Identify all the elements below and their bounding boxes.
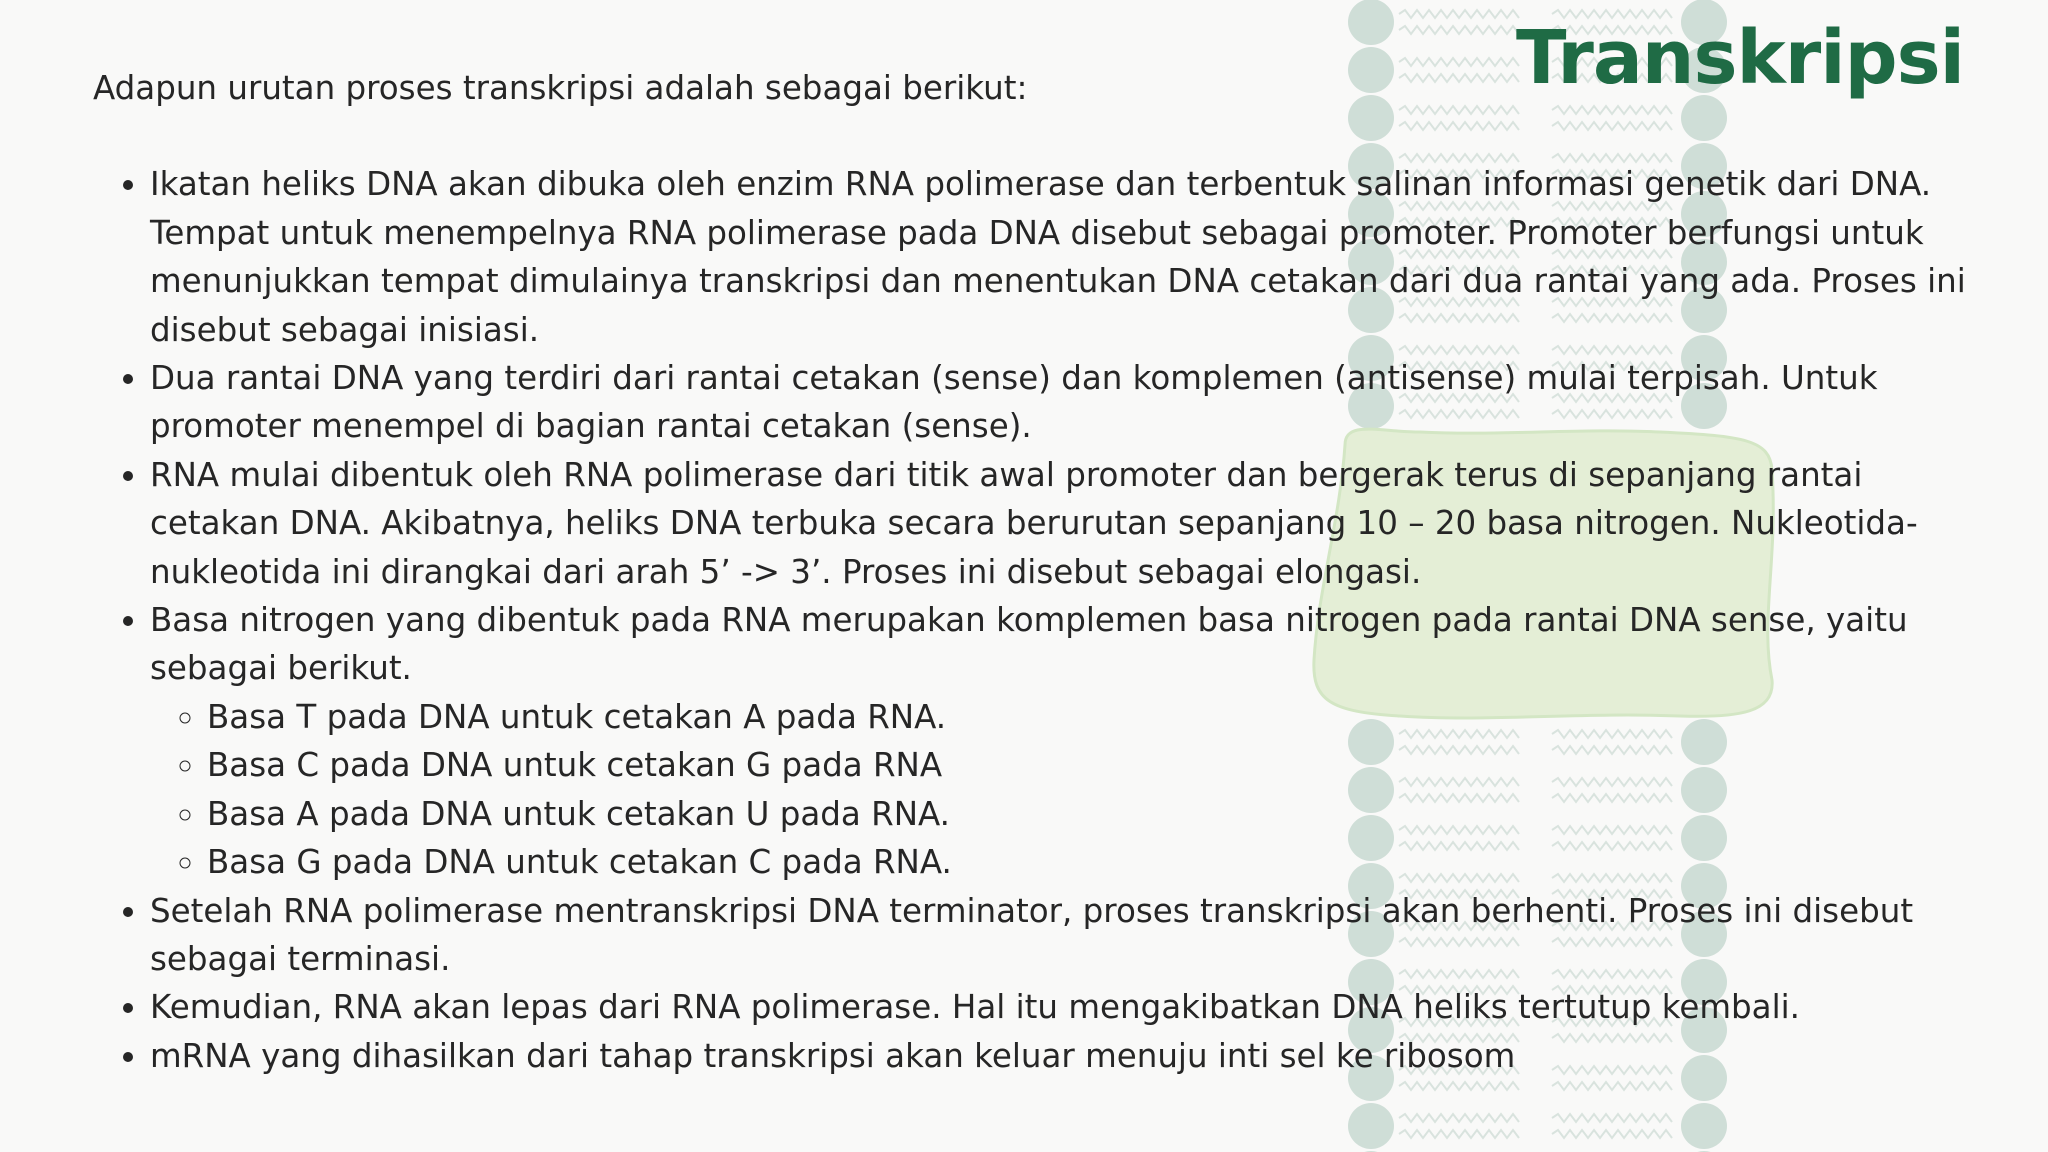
- step-item: • mRNA yang dihasilkan dari tahap transkripsi akan keluar menuju inti sel ke ribosom: [150, 1032, 1973, 1080]
- step-item: • Setelah RNA polimerase mentranskripsi DNA terminator, proses transkripsi akan berhenti. Proses ini disebut sebagai terminasi.: [150, 887, 1973, 984]
- step-item: • Dua rantai DNA yang terdiri dari rantai cetakan (sense) dan komplemen (antisense) mulai terpisah. Untuk promoter menempel di bagian rantai cetakan (sense).: [150, 354, 1973, 451]
- base-pairing-list: [150, 693, 1973, 887]
- slide-title: Transkripsi: [1516, 15, 1964, 101]
- base-pair-item: ◦ Basa A pada DNA untuk cetakan U pada RNA.: [207, 790, 1973, 838]
- step-item: • RNA mulai dibentuk oleh RNA polimerase dari titik awal promoter dan bergerak terus di sepanjang rantai cetakan DNA. Akibatnya, heliks DNA terbuka secara berurutan sepanjang 10 – 20 basa nitrogen. Nukleotida-nukleotida ini dirangkai dari arah 5’ -> 3’. Proses ini disebut sebagai elongasi.: [150, 451, 1973, 596]
- lipid-tail: [1399, 1130, 1519, 1138]
- lipid-tail: [1552, 1114, 1672, 1122]
- lipid-tail: [1399, 26, 1519, 34]
- step-item: • Kemudian, RNA akan lepas dari RNA polimerase. Hal itu mengakibatkan DNA heliks tertutup kembali.: [150, 983, 1973, 1031]
- lipid-tail: [1552, 1082, 1672, 1090]
- lipid-tail: [1399, 1082, 1519, 1090]
- intro-text: Adapun urutan proses transkripsi adalah sebagai berikut:: [93, 69, 1028, 107]
- lipid-head: [1681, 1103, 1727, 1149]
- step-text: Basa nitrogen yang dibentuk pada RNA merupakan komplemen basa nitrogen pada rantai DNA sense, yaitu sebagai berikut.: [150, 601, 1908, 688]
- lipid-tail: [1552, 1130, 1672, 1138]
- step-item: [150, 596, 1973, 886]
- lipid-head: [1348, 0, 1394, 45]
- transcription-steps-list: [93, 160, 1973, 1080]
- lipid-tail: [1399, 1114, 1519, 1122]
- base-pair-item: ◦ Basa G pada DNA untuk cetakan C pada RNA.: [207, 838, 1973, 886]
- step-item: • Ikatan heliks DNA akan dibuka oleh enzim RNA polimerase dan terbentuk salinan informasi genetik dari DNA. Tempat untuk menempelnya RNA polimerase pada DNA disebut sebagai promoter. Promoter berfungsi untuk menunjukkan tempat dimulainya transkripsi dan menentukan DNA cetakan dari dua rantai yang ada. Proses ini disebut sebagai inisiasi.: [150, 160, 1973, 354]
- base-pair-item: ◦ Basa C pada DNA untuk cetakan G pada RNA: [207, 741, 1973, 789]
- lipid-head: [1348, 1103, 1394, 1149]
- lipid-tail: [1399, 10, 1519, 18]
- slide-content: [93, 64, 1973, 1080]
- base-pair-item: ◦ Basa T pada DNA untuk cetakan A pada RNA.: [207, 693, 1973, 741]
